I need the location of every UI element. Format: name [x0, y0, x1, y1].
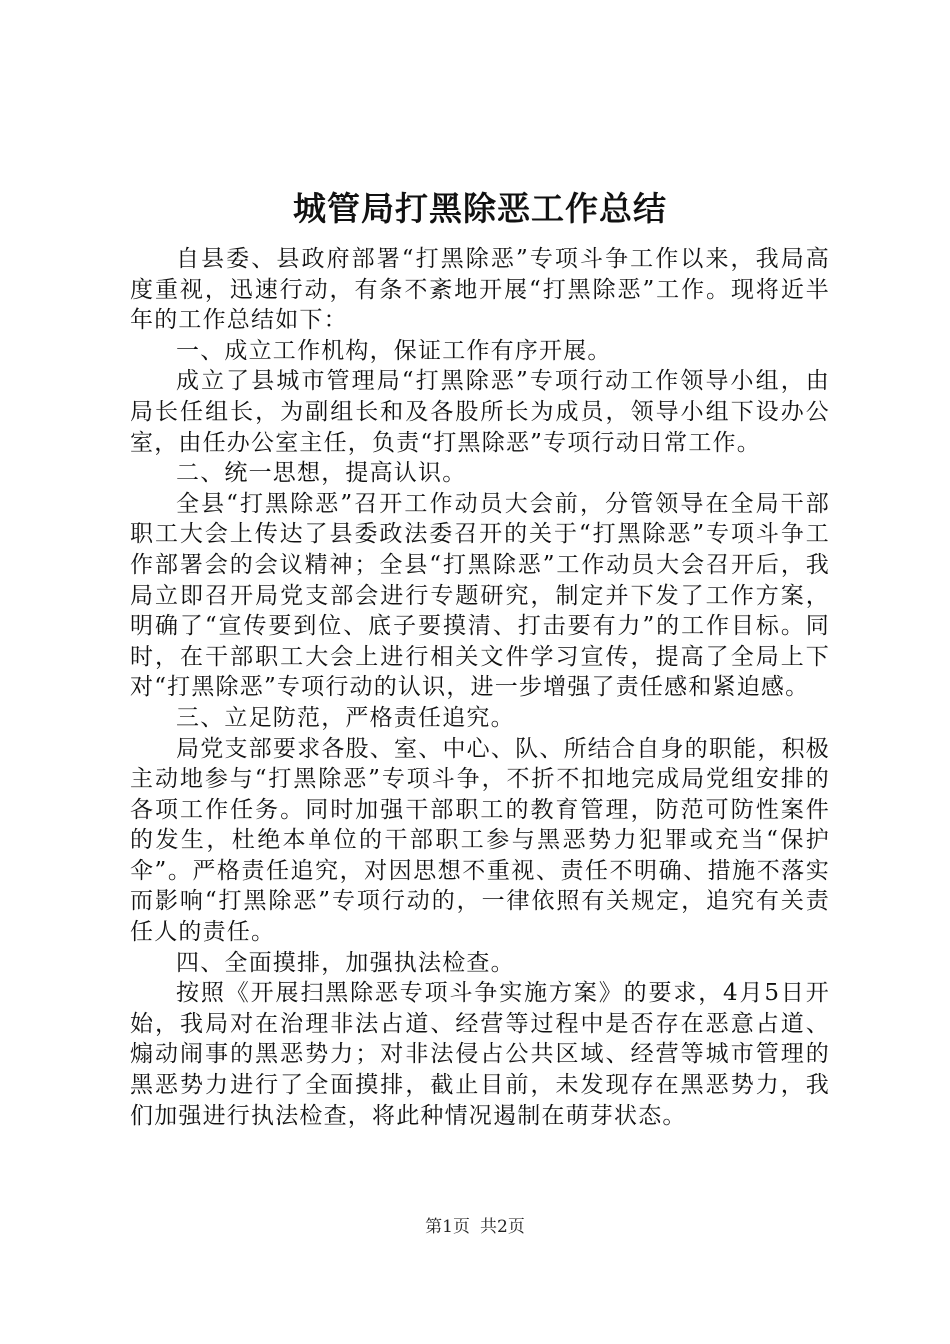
intro-paragraph: 自县委、县政府部署“打黑除恶”专项斗争工作以来，我局高度重视，迅速行动，有条不紊地开展“打黑除恶”工作。现将近半年的工作总结如下：: [130, 246, 830, 334]
page-number-total: 共2页: [480, 1217, 525, 1237]
section-4-body: 按照《开展扫黑除恶专项斗争实施方案》的要求，4月5日开始，我局对在治理非法占道、经营等过程中是否存在恶意占道、煽动闹事的黑恶势力；对非法侵占公共区域、经营等城市管理的黑恶势力进行了全面摸排，截止目前，未发现存在黑恶势力，我们加强进行执法检查，将此种情况遏制在萌芽状态。: [130, 980, 830, 1129]
section-3-body: 局党支部要求各股、室、中心、队、所结合自身的职能，积极主动地参与“打黑除恶”专项斗争，不折不扣地完成局党组安排的各项工作任务。同时加强干部职工的教育管理，防范可防性案件的发生，杜绝本单位的干部职工参与黑恶势力犯罪或充当“保护伞”。严格责任追究，对因思想不重视、责任不明确、措施不落实而影响“打黑除恶”专项行动的，一律依照有关规定，追究有关责任人的责任。: [130, 735, 830, 946]
section-1-heading: 一、成立工作机构，保证工作有序开展。: [176, 337, 612, 364]
document-page: [130, 180, 830, 1131]
section-4-heading: 四、全面摸排，加强执法检查。: [176, 949, 515, 976]
page-footer: [0, 1212, 950, 1237]
section-2-body: 全县“打黑除恶”召开工作动员大会前，分管领导在全局干部职工大会上传达了县委政法委召开的关于“打黑除恶”专项斗争工作部署会的会议精神；全县“打黑除恶”工作动员大会召开后，我局立即召开局党支部会进行专题研究，制定并下发了工作方案，明确了“宣传要到位、底子要摸清、打击要有力”的工作目标。同时，在干部职工大会上进行相关文件学习宣传，提高了全局上下对“打黑除恶”专项行动的认识，进一步增强了责任感和紧迫感。: [130, 490, 830, 701]
document-title: 城管局打黑除恶工作总结: [293, 189, 667, 228]
section-3-heading: 三、立足防范，严格责任追究。: [176, 704, 515, 731]
page-number-current: 第1页: [425, 1217, 470, 1237]
section-2-heading: 二、统一思想，提高认识。: [176, 460, 467, 487]
section-1-body: 成立了县城市管理局“打黑除恶”专项行动工作领导小组，由局长任组长，为副组长和及各股所长为成员，领导小组下设办公室，由任办公室主任，负责“打黑除恶”专项行动日常工作。: [130, 368, 830, 456]
